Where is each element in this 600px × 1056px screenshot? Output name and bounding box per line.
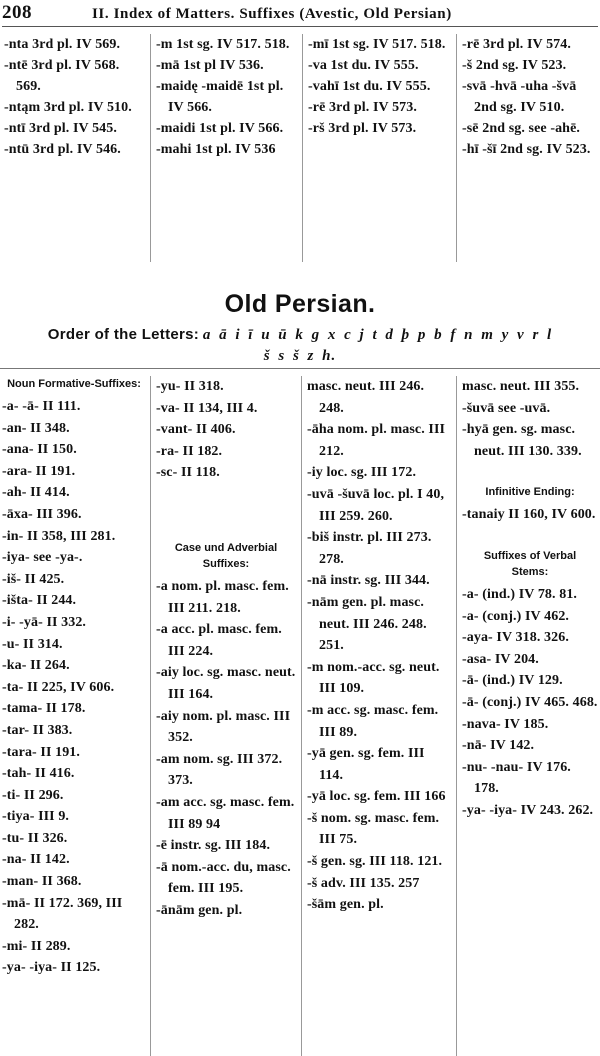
index-entry: -va- II 134, III 4. (156, 400, 258, 416)
index-entry: -ānām gen. pl. (156, 902, 243, 918)
index-entry: -va 1st du. IV 555. (308, 58, 419, 73)
op-column-1 (2, 376, 146, 979)
section-title: Old Persian. (224, 290, 376, 318)
index-entry: -mā- II 172. 369, III 282. (2, 895, 123, 933)
index-entry: -am nom. sg. III 372. 373. (156, 751, 283, 789)
running-header (2, 2, 598, 27)
op-column-2 (156, 376, 296, 921)
index-entry: -i- -yā- II 332. (2, 614, 87, 630)
index-entry: -u- II 314. (2, 636, 63, 652)
index-entry: -rē 3rd pl. IV 574. (462, 37, 571, 52)
index-entry: -sē 2nd sg. see -ahē. (462, 121, 580, 136)
index-entry: masc. neut. III 355. (462, 379, 580, 394)
section-divider (0, 368, 600, 369)
index-entry: -tara- II 191. (2, 744, 80, 760)
index-entry: -ntī 3rd pl. IV 545. (4, 121, 117, 136)
index-entry: -iy loc. sg. III 172. (307, 465, 417, 481)
index-entry: -ka- II 264. (2, 658, 70, 674)
index-entry: -šuvā see -uvā. (462, 400, 551, 416)
index-entry: -tama- II 178. (2, 701, 86, 717)
index-entry: -ta- II 225, IV 606. (2, 679, 115, 695)
index-entry: -aiy loc. sg. masc. neut. III 164. (156, 665, 296, 702)
avestic-column-2 (156, 34, 294, 160)
index-entry: -ya- -iya- IV 243. 262. (462, 802, 594, 818)
letters-sequence-2: š s š z h. (263, 348, 337, 364)
index-entry: -hī -šī 2nd sg. IV 523. (462, 142, 591, 157)
index-entry: -šām gen. pl. (307, 897, 384, 913)
index-entry: -tah- II 416. (2, 766, 75, 782)
index-entry: -a- -ā- II 111. (2, 399, 81, 414)
index-entry: -am acc. sg. masc. fem. III 89 94 (156, 794, 295, 832)
index-entry: -yā gen. sg. fem. III 114. (307, 746, 425, 783)
index-entry: -vahī 1st du. IV 555. (308, 79, 431, 94)
index-entry: -maidi 1st pl. IV 566. (156, 121, 284, 136)
index-entry: -biš instr. pl. III 273. 278. (307, 530, 432, 567)
index-entry: -yā loc. sg. fem. III 166 (307, 789, 446, 805)
infinitive-ending-heading: Infinitive Ending: (485, 486, 575, 499)
running-title: II. Index of Matters. Suffixes (Avestic, Old Persian) (92, 6, 452, 22)
index-entry: masc. neut. III 246. 248. (307, 379, 425, 416)
avestic-column-4 (462, 34, 598, 160)
index-entry: -ē instr. sg. III 184. (156, 838, 271, 854)
avestic-column-3 (308, 34, 450, 139)
index-entry: -tiya- III 9. (2, 809, 70, 825)
index-entry: -mahi 1st pl. IV 536 (156, 142, 276, 157)
index-entry: -an- II 348. (2, 420, 70, 436)
index-entry: -rš 3rd pl. IV 573. (308, 121, 417, 136)
op-column-4 (462, 376, 598, 822)
index-entry: -mā 1st pl IV 536. (156, 58, 264, 73)
index-entry: -š gen. sg. III 118. 121. (307, 854, 443, 870)
index-entry: -a acc. pl. masc. fem. III 224. (156, 622, 282, 659)
index-entry: -yu- II 318. (156, 379, 224, 394)
index-entry: -m 1st sg. IV 517. 518. (156, 37, 290, 52)
index-entry: -sc- II 118. (156, 465, 220, 481)
index-entry: -aya- IV 318. 326. (462, 630, 569, 646)
index-entry: -hyā gen. sg. masc. neut. III 130. 339. (462, 422, 582, 459)
avestic-columns (0, 34, 600, 264)
letters-order-line (0, 325, 600, 345)
index-entry: -nta 3rd pl. IV 569. (4, 37, 121, 52)
index-entry: -mī 1st sg. IV 517. 518. (308, 37, 446, 52)
avestic-column-1 (4, 34, 144, 160)
index-entry: -tanaiy II 160, IV 600. (462, 507, 596, 523)
index-entry: -ntē 3rd pl. IV 568. 569. (4, 58, 120, 94)
index-entry: -iya- see -ya-. (2, 550, 83, 566)
case-adverbial-heading: Case und Adverbial Suffixes: (174, 541, 278, 570)
index-entry: -nā instr. sg. III 344. (307, 573, 430, 589)
index-entry: -išta- II 244. (2, 593, 77, 609)
index-entry: -āha nom. pl. masc. III 212. (307, 422, 446, 459)
letters-order-line-2 (0, 346, 600, 366)
index-entry: -ā- (conj.) IV 465. 468. (462, 694, 598, 710)
letters-sequence-1: a ā i ī u ū k g x c j t d þ p b f n m y v r l (202, 327, 553, 343)
index-entry: -mi- II 289. (2, 938, 71, 954)
index-entry: -nava- IV 185. (462, 716, 549, 732)
index-entry: -uvā -šuvā loc. pl. I 40, III 259. 260. (307, 486, 445, 524)
index-entry: -nu- -nau- IV 176. 178. (462, 759, 571, 797)
index-entry: -š adv. III 135. 257 (307, 875, 420, 891)
index-entry: -ya- -iya- II 125. (2, 960, 101, 976)
index-entry: -nā- IV 142. (462, 738, 535, 754)
index-entry: -š 2nd sg. IV 523. (462, 58, 567, 73)
index-entry: -rē 3rd pl. IV 573. (308, 100, 417, 115)
op-column-3 (307, 376, 451, 916)
index-entry: -a- (conj.) IV 462. (462, 608, 570, 624)
index-entry: -na- II 142. (2, 852, 70, 868)
page-number: 208 (2, 2, 32, 23)
index-entry: -ā- (ind.) IV 129. (462, 673, 563, 689)
old-persian-columns (0, 376, 600, 1056)
letters-label: Order of the Letters: (47, 326, 200, 343)
index-entry: -ti- II 296. (2, 787, 64, 803)
index-entry: -ra- II 182. (156, 443, 223, 459)
index-entry: -ntū 3rd pl. IV 546. (4, 142, 121, 157)
index-entry: -ntąm 3rd pl. IV 510. (4, 100, 132, 115)
index-entry: -iš- II 425. (2, 571, 65, 587)
index-entry: -nām gen. pl. masc. neut. III 246. 248. 251. (307, 594, 427, 654)
index-entry: -ā nom.-acc. du, masc. fem. III 195. (156, 859, 291, 897)
index-entry: -vant- II 406. (156, 422, 236, 438)
index-entry: -man- II 368. (2, 874, 82, 890)
index-entry: -m nom.-acc. sg. neut. III 109. (307, 659, 440, 697)
index-entry: -m acc. sg. masc. fem. III 89. (307, 702, 439, 740)
index-entry: -ah- II 414. (2, 485, 70, 501)
noun-formative-heading: Noun Formative-Suffixes: (7, 378, 141, 390)
index-entry: -aiy nom. pl. masc. III 352. (156, 708, 291, 746)
index-entry: -tu- II 326. (2, 830, 68, 846)
index-entry: -a- (ind.) IV 78. 81. (462, 586, 578, 602)
index-entry: -ana- II 150. (2, 442, 77, 458)
index-entry: -in- II 358, III 281. (2, 528, 116, 544)
index-entry: -svā -hvā -uha -švā 2nd sg. IV 510. (462, 79, 577, 115)
index-entry: -a nom. pl. masc. fem. III 211. 218. (156, 578, 289, 616)
index-entry: -tar- II 383. (2, 722, 73, 738)
index-entry: -ara- II 191. (2, 463, 76, 479)
index-entry: -asa- IV 204. (462, 651, 539, 667)
index-entry: -maidę -maidē 1st pl. IV 566. (156, 79, 284, 115)
index-entry: -āxa- III 396. (2, 506, 82, 522)
index-entry: -š nom. sg. masc. fem. III 75. (307, 810, 440, 848)
verbal-stem-suffixes-heading: Suffixes of Verbal Stems: (483, 549, 577, 578)
